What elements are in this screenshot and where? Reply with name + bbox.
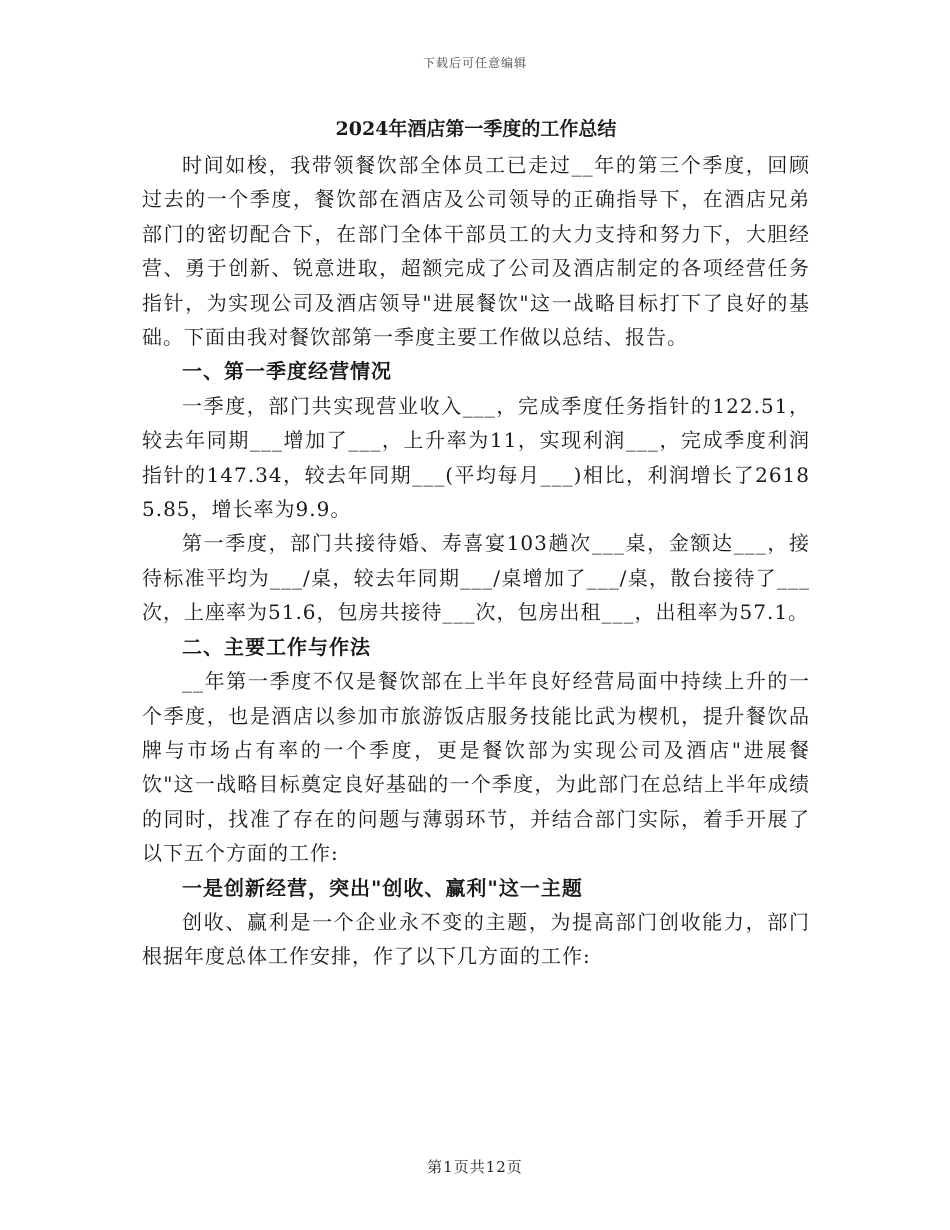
section-heading-operations: 一、第一季度经营情况	[182, 359, 392, 384]
revenue-paragraph: 一季度，部门共实现营业收入___，完成季度任务指针的122.51，较去年同期___增加了___，上升率为11，实现利润___，完成季度利润指针的147.34，较去年同期___(平均每月___)相比，利润增长了26185.85，增长率为9.9。	[142, 393, 810, 522]
document-title: 2024年酒店第一季度的工作总结	[335, 118, 617, 140]
main-work-paragraph: __年第一季度不仅是餐饮部在上半年良好经营局面中持续上升的一个季度，也是酒店以参加市旅游饭店服务技能比武为楔机，提升餐饮品牌与市场占有率的一个季度，更是餐饮部为实现公司及酒店"进展餐饮"这一战略目标奠定良好基础的一个季度，为此部门在总结上半年成绩的同时，找准了存在的问题与薄弱环节，并结合部门实际，着手开展了以下五个方面的工作:	[142, 669, 810, 866]
page-number: 第1页共12页	[427, 1158, 523, 1176]
intro-paragraph: 时间如梭，我带领餐饮部全体员工已走过__年的第三个季度，回顾过去的一个季度，餐饮部在酒店及公司领导的正确指导下，在酒店兄弟部门的密切配合下，在部门全体干部员工的大力支持和努力下，大胆经营、勇于创新、锐意进取，超额完成了公司及酒店制定的各项经营任务指针，为实现公司及酒店领导"进展餐饮"这一战略目标打下了良好的基础。下面由我对餐饮部第一季度主要工作做以总结、报告。	[142, 153, 810, 350]
innovation-paragraph: 创收、赢利是一个企业永不变的主题，为提高部门创收能力，部门根据年度总体工作安排，作了以下几方面的工作:	[142, 909, 810, 969]
document-body	[142, 112, 810, 974]
page-header-note: 下载后可任意编辑	[422, 56, 527, 70]
subsection-heading-innovation: 一是创新经营，突出"创收、赢利"这一主题	[182, 875, 583, 900]
banquet-paragraph: 第一季度，部门共接待婚、寿喜宴103趟次___桌，金额达___，接待标准平均为___/桌，较去年同期___/桌增加了___/桌，散台接待了___次，上座率为51.6，包房共接待___次，包房出租___，出租率为57.1。	[142, 531, 810, 625]
section-heading-main-work: 二、主要工作与作法	[182, 634, 371, 659]
